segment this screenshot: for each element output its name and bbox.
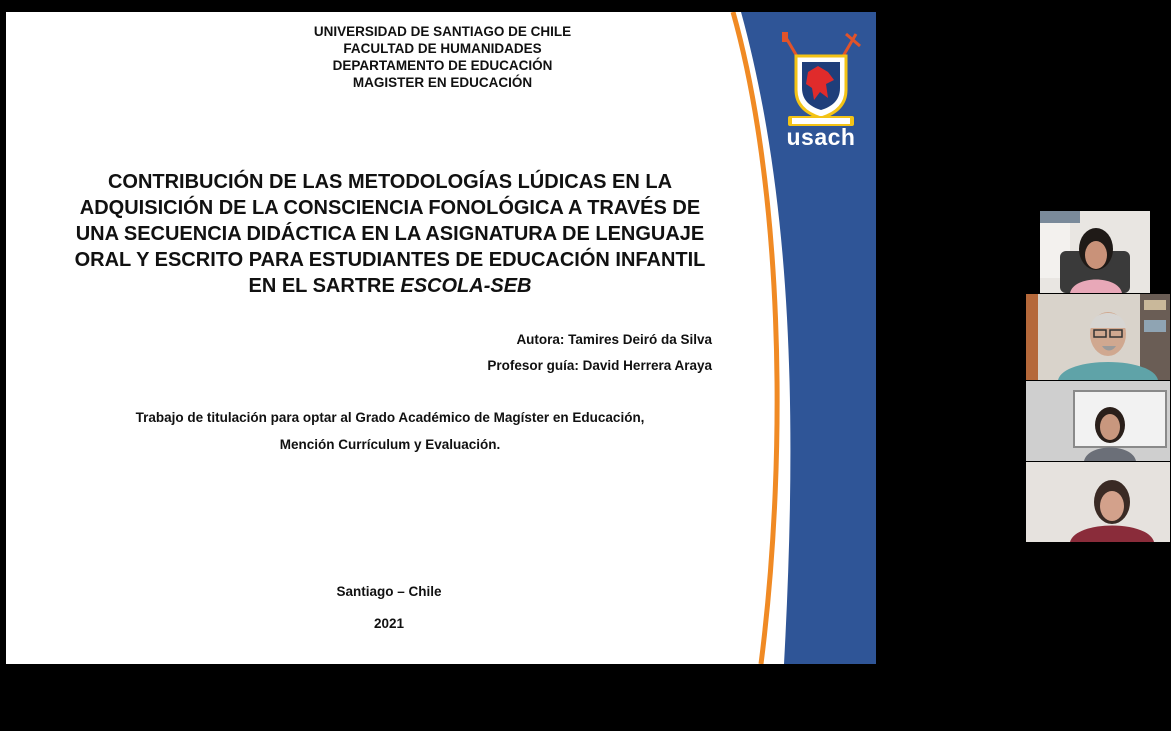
participant-1-avatar (1040, 211, 1150, 293)
thesis-title-italic: ESCOLA-SEB (400, 275, 532, 297)
degree-line-1: Trabajo de titulación para optar al Grado Académico de Magíster en Educación, (135, 410, 645, 425)
thesis-title (66, 169, 714, 299)
thesis-title-main: CONTRIBUCIÓN DE LAS METODOLOGÍAS LÚDICAS EN LA ADQUISICIÓN DE LA CONSCIENCIA FONOLÓGICA A TRAVÉS DE UNA SECUENCIA DIDÁCTICA EN LA ASIGNATURA DE LENGUAJE ORAL Y ESCRITO PARA ESTUDIANTES DE EDUCACIÓN INFANTIL EN EL SARTRE (74, 171, 706, 297)
slide-side-band (6, 12, 876, 664)
year-line: 2021 (373, 616, 405, 631)
participant-video-1[interactable] (1040, 211, 1150, 293)
participant-4-avatar (1026, 462, 1170, 542)
header-university: UNIVERSIDAD DE SANTIAGO DE CHILE (313, 24, 572, 39)
header-department: DEPARTAMENTO DE EDUCACIÓN (332, 58, 553, 73)
city-line: Santiago – Chile (336, 584, 442, 599)
shared-slide (6, 12, 876, 664)
advisor-line: Profesor guía: David Herrera Araya (487, 358, 712, 373)
participant-video-2[interactable] (1026, 294, 1170, 380)
header-program: MAGISTER EN EDUCACIÓN (352, 75, 533, 90)
participant-2-avatar (1026, 294, 1170, 380)
header-faculty: FACULTAD DE HUMANIDADES (343, 41, 542, 56)
degree-line-2: Mención Currículum y Evaluación. (279, 437, 501, 452)
usach-logo-text: usach (786, 124, 856, 150)
participant-video-4[interactable] (1026, 462, 1170, 542)
participant-3-avatar (1026, 381, 1170, 461)
participant-video-3[interactable] (1026, 381, 1170, 461)
author-line: Autora: Tamires Deiró da Silva (516, 332, 712, 347)
